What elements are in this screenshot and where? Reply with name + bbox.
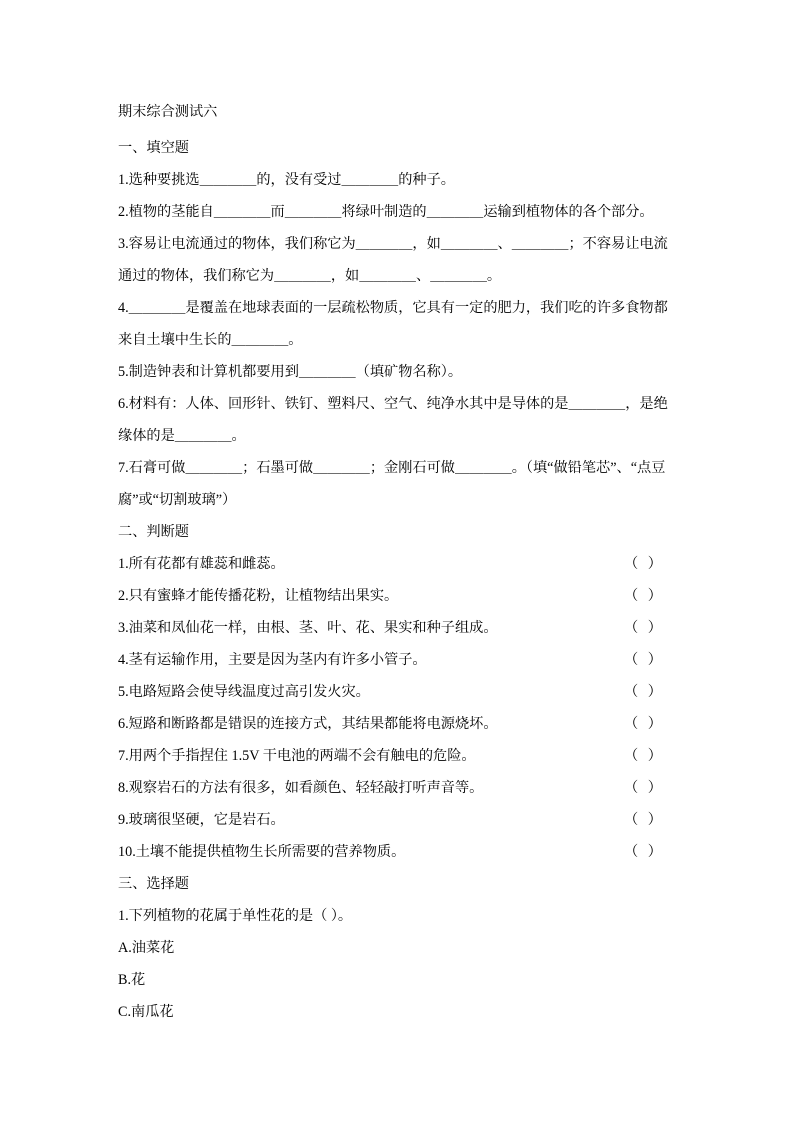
question-item: 3.容易让电流通过的物体，我们称它为＿＿＿＿，如＿＿＿＿、＿＿＿＿；不容易让电流通过的物体，我们称它为＿＿＿＿，如＿＿＿＿、＿＿＿＿。: [118, 236, 668, 284]
question-item: 1.下列植物的花属于单性花的是（ ）。: [118, 908, 353, 924]
question-text: 7.用两个手指捏住 1.5V 干电池的两端不会有触电的危险。: [118, 748, 476, 764]
question-text: 5.电路短路会使导线温度过高引发火灾。: [118, 684, 370, 700]
question-item: [118, 612, 678, 644]
question-item: 6.材料有：人体、回形针、铁钉、塑料尺、空气、纯净水其中是导体的是＿＿＿＿，是绝缘体的是＿＿＿＿。: [118, 396, 668, 444]
question-text: 8.观察岩石的方法有很多，如看颜色、轻轻敲打听声音等。: [118, 780, 484, 796]
section-heading-true-false: 二、判断题: [118, 524, 189, 540]
question-text: 1.所有花都有雄蕊和雌蕊。: [118, 556, 285, 572]
question-text: 2.只有蜜蜂才能传播花粉，让植物结出果实。: [118, 588, 399, 604]
choice-option: A.油菜花: [118, 940, 175, 956]
question-item: [118, 580, 678, 612]
question-item: 1.选种要挑选＿＿＿＿的，没有受过＿＿＿＿的种子。: [118, 172, 455, 188]
answer-blank: （ ）: [624, 748, 665, 764]
answer-blank: （ ）: [624, 716, 665, 732]
answer-blank: （ ）: [624, 556, 665, 572]
question-item: [118, 836, 678, 868]
answer-blank: （ ）: [624, 844, 665, 860]
answer-blank: （ ）: [624, 652, 665, 668]
section-heading-fill-in-blank: 一、填空题: [118, 140, 189, 156]
question-text: 9.玻璃很坚硬，它是岩石。: [118, 812, 285, 828]
answer-blank: （ ）: [624, 620, 665, 636]
answer-blank: （ ）: [624, 780, 665, 796]
question-item: [118, 708, 678, 740]
question-item: 2.植物的茎能自＿＿＿＿而＿＿＿＿将绿叶制造的＿＿＿＿运输到植物体的各个部分。: [118, 204, 654, 220]
question-text: 3.油菜和凤仙花一样，由根、茎、叶、花、果实和种子组成。: [118, 620, 498, 636]
document-body: [118, 96, 678, 1028]
question-item: [118, 740, 678, 772]
question-text: 6.短路和断路都是错误的连接方式，其结果都能将电源烧坏。: [118, 716, 498, 732]
question-text: 10.土壤不能提供植物生长所需要的营养物质。: [118, 844, 406, 860]
question-text: 4.茎有运输作用，主要是因为茎内有许多小管子。: [118, 652, 427, 668]
question-item: [118, 772, 678, 804]
choice-option: C.南瓜花: [118, 1004, 174, 1020]
answer-blank: （ ）: [624, 684, 665, 700]
answer-blank: （ ）: [624, 812, 665, 828]
document-title: 期末综合测试六: [118, 104, 218, 120]
question-item: [118, 548, 678, 580]
section-heading-multiple-choice: 三、选择题: [118, 876, 189, 892]
question-item: [118, 644, 678, 676]
question-item: 5.制造钟表和计算机都要用到＿＿＿＿（填矿物名称）。: [118, 364, 463, 380]
choice-option: B.花: [118, 972, 146, 988]
question-item: 4.＿＿＿＿是覆盖在地球表面的一层疏松物质，它具有一定的肥力，我们吃的许多食物都来自土壤中生长的＿＿＿＿。: [118, 300, 668, 348]
answer-blank: （ ）: [624, 588, 665, 604]
question-item: [118, 804, 678, 836]
question-item: [118, 676, 678, 708]
question-item: 7.石膏可做＿＿＿＿；石墨可做＿＿＿＿；金刚石可做＿＿＿＿。（填“做铅笔芯”、“点豆腐”或“切割玻璃”）: [118, 460, 666, 508]
